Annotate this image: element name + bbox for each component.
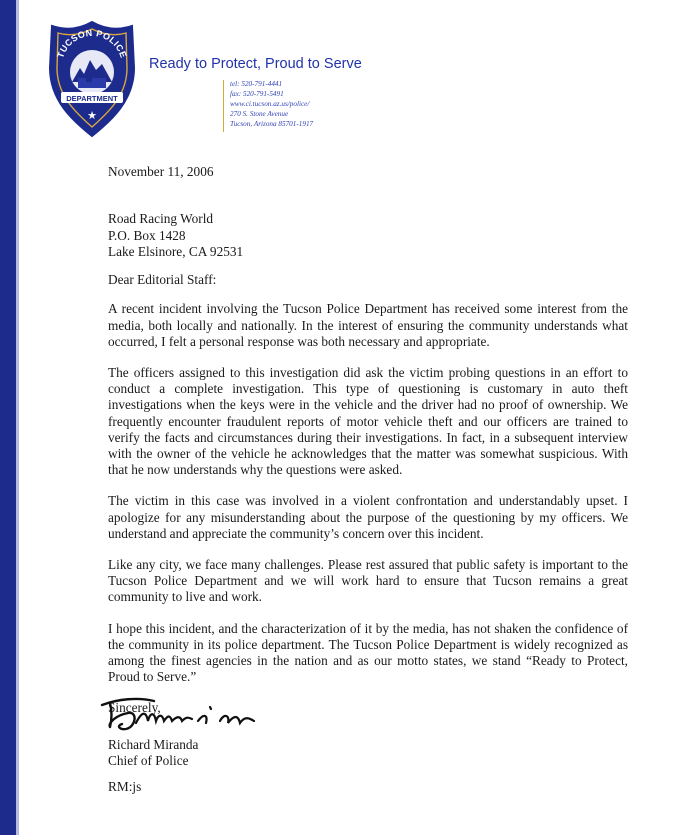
typist-initials: RM:js <box>108 779 142 794</box>
left-border-bar <box>0 0 16 835</box>
letterhead-contact <box>230 79 313 129</box>
badge-top-text: TUCSON POLICE <box>55 27 129 60</box>
tucson-police-badge-logo <box>48 20 136 138</box>
paragraph-1: A recent incident involving the Tucson Police Department has received some interest from the media, both locally and nationally. In the interest of ensuring the community understands what occurred, I felt a personal response was both necessary and appropriate. <box>108 301 628 349</box>
contact-city: Tucson, Arizona 85701-1917 <box>230 120 314 128</box>
badge-bottom-text: DEPARTMENT <box>66 94 118 103</box>
contact-divider <box>223 80 224 132</box>
contact-web: www.ci.tucson.az.us/police/ <box>230 100 310 108</box>
contact-street: 270 S. Stone Avenue <box>230 110 289 118</box>
signer-block <box>108 737 198 769</box>
contact-fax: fax: 520-791-5491 <box>230 90 284 98</box>
signer-name: Richard Miranda <box>108 737 199 752</box>
signer-title: Chief of Police <box>108 753 189 769</box>
left-border-edge <box>16 0 19 835</box>
paragraph-2: The officers assigned to this investigation did ask the victim probing questions in an effort to conduct a complete investigation. This type of questioning is customary in auto theft investigations when the keys were in the vehicle and the driver had no proof of ownership. We frequently encounter fraudulent reports of motor vehicle theft and our officers are trained to verify the facts and circumstances during their investigations. In fact, in a subsequent interview with the owner of the vehicle he acknowledges that the matter was somewhat suspicious. With that he now understands why the questions were asked. <box>108 364 628 478</box>
paragraph-3: The victim in this case was involved in a violent confrontation and understandably upset. I apologize for any misunderstanding about the purpose of the questioning by my officers. We understand and appreciate the community’s concern over this incident. <box>108 493 628 541</box>
recipient-box: P.O. Box 1428 <box>108 227 186 243</box>
paragraph-4: Like any city, we face many challenges. Please rest assured that public safety is important to the Tucson Police Department and we will work hard to ensure that Tucson remains a great community to live and work. <box>108 556 628 605</box>
salutation: Dear Editorial Staff: <box>108 272 217 288</box>
contact-tel: tel: 520-791-4441 <box>230 80 283 88</box>
closing: Sincerely, <box>108 700 161 716</box>
recipient-address <box>108 211 628 260</box>
recipient-name: Road Racing World <box>108 211 214 227</box>
letter-body <box>108 164 628 717</box>
letter-date: November 11, 2006 <box>108 164 214 179</box>
letterhead-motto: Ready to Protect, Proud to Serve <box>149 56 362 72</box>
badge-star-icon: ★ <box>87 110 97 122</box>
recipient-city: Lake Elsinore, CA 92531 <box>108 243 244 259</box>
paragraph-5: I hope this incident, and the characterization of it by the media, has not shaken the confidence of the community in its police department. The Tucson Police Department is widely recognized as among the finest agencies in the nation and as our motto states, we stand “Ready to Protect, Proud to Serve.” <box>108 620 628 685</box>
handwritten-signature <box>98 693 288 733</box>
